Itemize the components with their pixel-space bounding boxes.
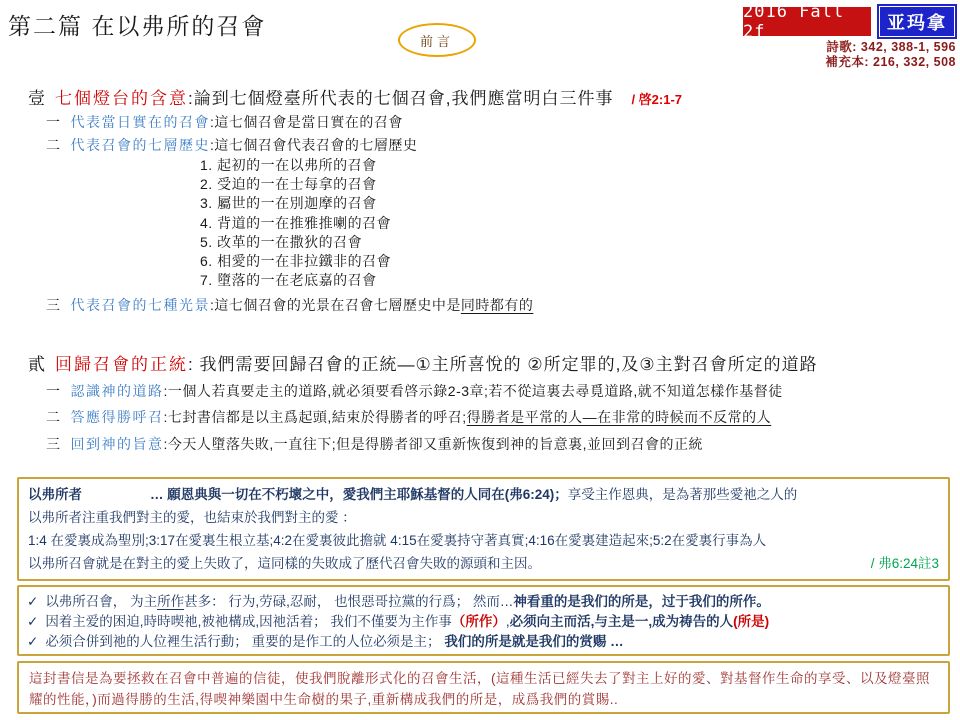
section2-marker: 貳 — [28, 355, 45, 374]
list-item: 7. 墮落的一在老底嘉的召會 — [200, 272, 377, 289]
verse-quote: … 願恩典與一切在不朽壞之中，愛我們主耶穌基督的人同在(弗6:24)； — [150, 487, 568, 502]
section1-sub2 — [46, 135, 417, 155]
check-text-red: （所作） — [451, 614, 506, 629]
verse-comment: 享受主作恩典，是為著那些愛祂之人的 — [567, 487, 798, 502]
sub-body: :這七個召會的光景在召會七層歷史中是 — [210, 297, 461, 313]
check-text-bold: 神看重的是我们的所是，过于我们的所作。 — [513, 594, 770, 609]
check-icon: ✓ — [27, 634, 39, 649]
checkpoints-box — [17, 585, 950, 656]
conclusion-text: 這封書信是為要拯救在召會中普遍的信徒，使我們脫離形式化的召會生活，(這種生活已經失去了對主上好的愛、對基督作生命的享受、以及燈臺照耀的性能，)而過得勝的生活,得喫神樂園中生命樹的果子,重新構成我們的所是，成爲我們的賞賜.. — [29, 671, 930, 707]
sub-marker: 一 — [46, 114, 61, 130]
sub-marker: 一 — [46, 383, 61, 399]
check-item — [27, 632, 940, 652]
foreword-oval — [398, 23, 476, 57]
list-item: 3. 屬世的一在別迦摩的召會 — [200, 195, 377, 212]
footnote-ref: / 弗6:24註3 — [870, 556, 939, 571]
section1-heading: 七個燈台的含意 — [55, 89, 188, 108]
page-title: 第二篇 在以弗所的召會 — [8, 13, 267, 39]
list-item: 1. 起初的一在以弗所的召會 — [200, 157, 377, 173]
section1-scripture-ref: / 啓2:1-7 — [631, 92, 683, 107]
sub-heading: 代表召會的七種光景 — [70, 297, 210, 313]
sub-body: :今天人墮落失敗,一直往下;但是得勝者卻又重新恢復到神的旨意裏,並回到召會的正統 — [163, 436, 704, 452]
sub-marker: 二 — [46, 137, 61, 153]
box-line: 1:4 在愛裏成為聖別;3:17在愛裏生根立基;4:2在愛裏彼此擔就 4:15在愛裏持守著真實;4:16在愛裏建造起來;5:2在愛裏行事為人 — [28, 533, 767, 548]
section1-body: :論到七個燈臺所代表的七個召會,我們應當明白三件事 — [188, 89, 614, 108]
section2-body: : 我們需要回歸召會的正統—①主所喜悅的 ②所定罪的,及③主對召會所定的道路 — [188, 355, 818, 374]
section2-heading: 回歸召會的正統 — [55, 355, 188, 374]
check-text-bold: 我们的所是就是我们的赏赐 … — [444, 634, 624, 649]
failure-summary: 以弗所召會就是在對主的愛上失敗了，這同樣的失敗成了歷代召會失敗的源頭和主因。 — [28, 556, 541, 571]
sub-heading: 代表召會的七層歷史 — [70, 137, 210, 153]
check-icon: ✓ — [27, 594, 39, 609]
sub-body-underlined: 同時都有的 — [460, 297, 534, 313]
hymn-numbers — [825, 40, 956, 70]
foreword-label: 前言 — [419, 33, 454, 49]
sub-body: :這七個召會是當日實在的召會 — [210, 114, 403, 130]
list-item: 6. 相愛的一在非拉鐵非的召會 — [200, 253, 392, 270]
sub-heading: 回到神的旨意 — [70, 436, 164, 452]
check-text: 必须合併到祂的人位裡生活行動； 重要的是作工的人位必须是主； — [45, 634, 445, 649]
sub-marker: 三 — [46, 436, 61, 452]
section1-marker: 壹 — [28, 89, 45, 108]
ephesus-commentary-box — [17, 477, 950, 581]
name-badge-label: 亚玛拿 — [879, 6, 955, 37]
box-line — [28, 552, 939, 575]
list-item: 5. 改革的一在撒狄的召會 — [200, 233, 363, 250]
section1-heading-row — [28, 84, 682, 109]
section2-heading-row — [28, 350, 818, 375]
sub-marker: 三 — [46, 297, 61, 313]
check-icon: ✓ — [27, 614, 39, 629]
check-text: , — [505, 614, 510, 629]
hymns-line: 詩歌: 342, 388-1, 596 — [826, 40, 956, 54]
list-item: 2. 受迫的一在士每拿的召會 — [200, 176, 377, 193]
section1-sub1 — [46, 112, 403, 132]
box-line — [28, 483, 939, 506]
sub-heading: 代表當日實在的召會 — [70, 114, 210, 130]
check-text-red: (所是) — [733, 614, 770, 629]
check-text: 因着主爱的困迫,時時喫祂,被祂構成,因祂活着； 我们不僅要为主作事 — [45, 614, 452, 629]
sub-heading: 認識神的道路 — [70, 383, 164, 399]
check-text-bold: 必须向主而活,与主是一,成为祷告的人 — [509, 614, 734, 629]
sub-body: :一個人若真要走主的道路,就必須要看啓示錄2-3章;若不從這裏去尋覓道路,就不知道怎樣作基督徒 — [163, 383, 783, 399]
name-badge — [877, 4, 957, 39]
check-item — [27, 612, 940, 632]
section2-sub2 — [46, 407, 771, 427]
check-text: 以弗所召會， 为主 — [45, 594, 158, 609]
sub-body: :這七個召會代表召會的七層歷史 — [210, 137, 418, 153]
list-item: 4. 背道的一在推雅推喇的召會 — [200, 214, 392, 231]
sub-body-underlined: 得勝者是平常的人—在非常的時候而不反常的人 — [466, 409, 772, 425]
sub-heading: 答應得勝呼召 — [70, 409, 164, 425]
seven-churches-list — [200, 156, 391, 290]
conclusion-box — [17, 661, 950, 714]
box-line: 以弗所者注重我們對主的愛，也結束於我們對主的愛 ： — [28, 510, 356, 525]
check-text-underlined: 所作 — [157, 594, 185, 609]
check-item — [27, 592, 940, 612]
sub-marker: 二 — [46, 409, 61, 425]
section2-sub3 — [46, 434, 703, 454]
ephesus-lead: 以弗所者 — [28, 487, 82, 502]
term-badge: 2016 Fall 2f — [743, 7, 871, 36]
section2-sub1 — [46, 381, 783, 401]
supplement-line: 補充本: 216, 332, 508 — [825, 55, 956, 69]
check-text: 甚多： 行为,劳碌,忍耐， 也恨惡哥拉黨的行爲； 然而… — [184, 594, 514, 609]
section1-sub3 — [46, 295, 533, 315]
sub-body: :七封書信都是以主爲起頭,結束於得勝者的呼召; — [163, 409, 467, 425]
